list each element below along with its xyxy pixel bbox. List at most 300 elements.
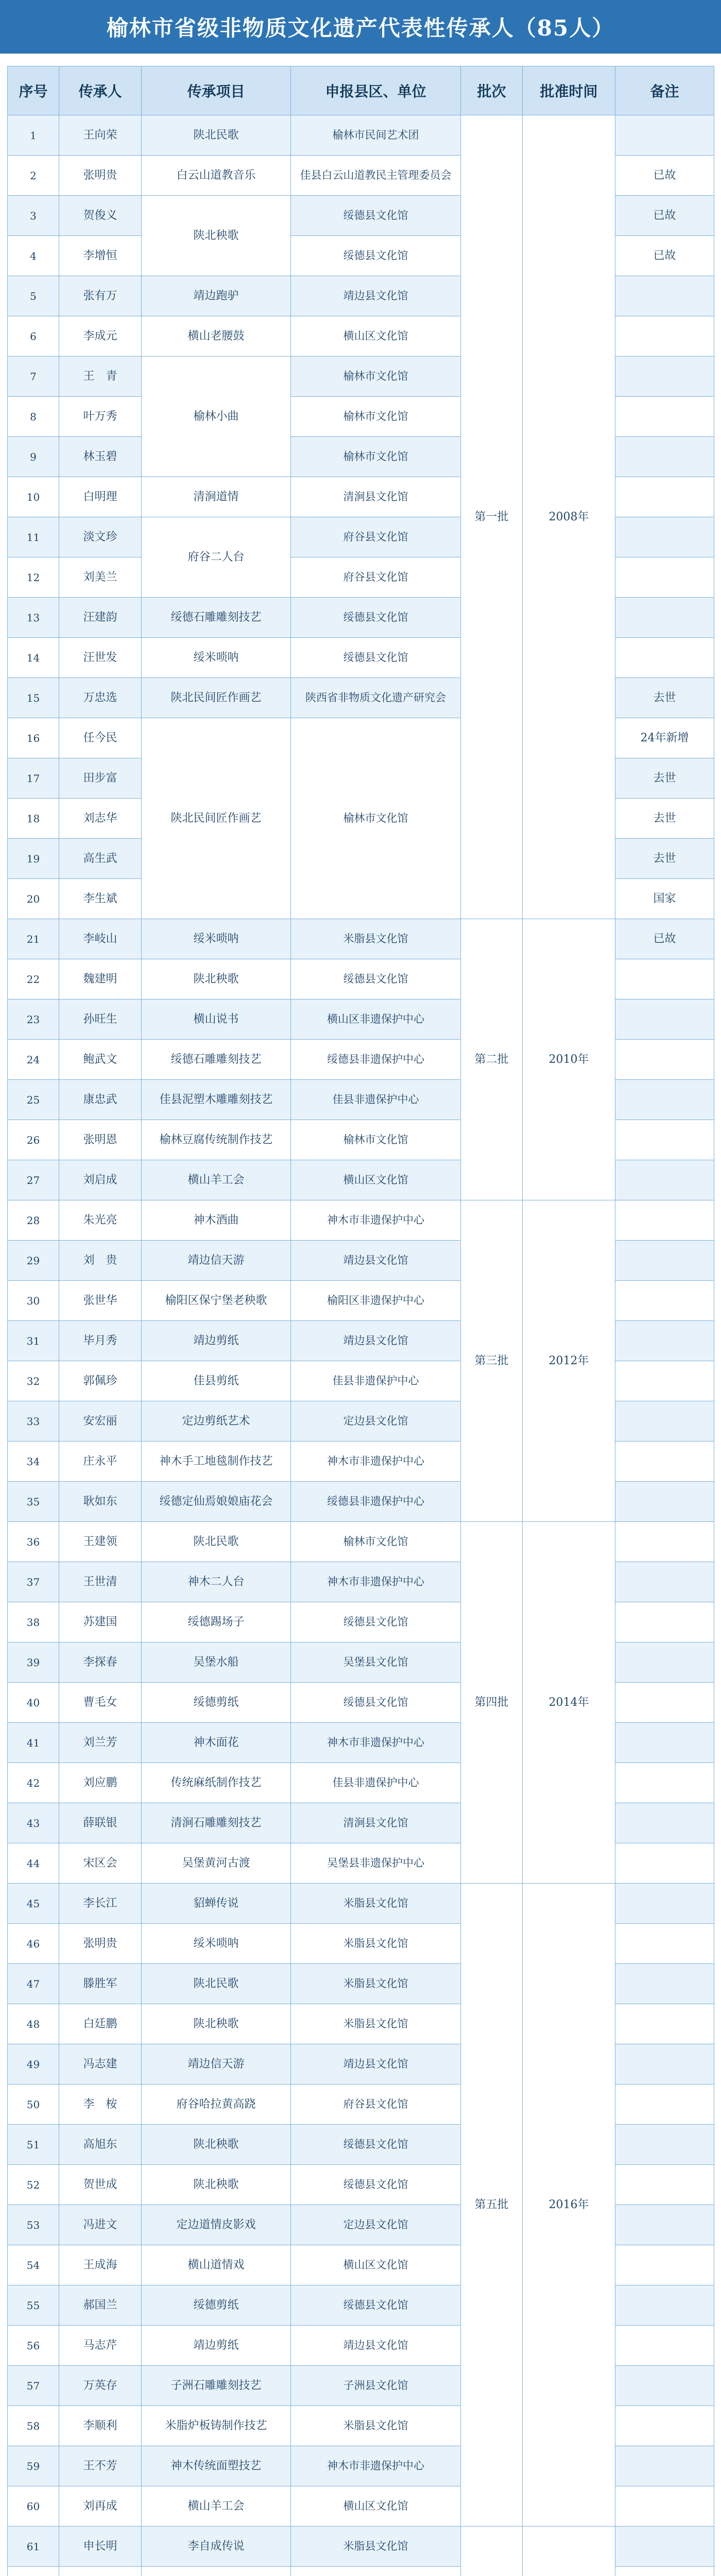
unit-cell: 绥德县文化馆 — [291, 196, 461, 236]
unit-cell: 靖边县文化馆 — [291, 2326, 461, 2366]
project-cell: 清涧石雕雕刻技艺 — [142, 1803, 291, 1843]
unit-cell: 定边县文化馆 — [291, 2205, 461, 2245]
inheritor-name-cell: 高旭东 — [59, 2125, 142, 2165]
remark-cell — [615, 2406, 714, 2446]
inheritor-name-cell: 毕月秀 — [59, 1321, 142, 1361]
unit-cell: 米脂县文化馆 — [291, 2004, 461, 2044]
remark-cell — [615, 557, 714, 598]
approval-year-cell: 2014年 — [523, 1522, 615, 1884]
approval-year-cell: 2012年 — [523, 1200, 615, 1522]
inheritor-name-cell: 万英存 — [59, 2366, 142, 2406]
remark-cell — [615, 2326, 714, 2366]
approval-year-cell: 2016年 — [523, 1884, 615, 2527]
serial-number-cell: 61 — [8, 2527, 59, 2567]
remark-cell — [615, 477, 714, 517]
remark-cell: 去世 — [615, 678, 714, 718]
inheritor-name-cell: 张明贵 — [59, 156, 142, 196]
table-row — [8, 2527, 714, 2567]
unit-cell: 绥德县文化馆 — [291, 2285, 461, 2326]
serial-number-cell: 58 — [8, 2406, 59, 2446]
serial-number-cell: 37 — [8, 1562, 59, 1602]
serial-number-cell: 8 — [8, 397, 59, 437]
unit-cell: 神木市非遗保护中心 — [291, 1442, 461, 1482]
remark-cell — [615, 2245, 714, 2285]
inheritor-name-cell: 张明恩 — [59, 1120, 142, 1160]
project-cell: 绥德剪纸 — [142, 1683, 291, 1723]
project-cell: 靖边跑驴 — [142, 276, 291, 316]
serial-number-cell: 33 — [8, 1401, 59, 1442]
unit-cell: 府谷县文化馆 — [291, 2084, 461, 2125]
serial-number-cell: 35 — [8, 1482, 59, 1522]
inheritor-name-cell: 苏建国 — [59, 1602, 142, 1642]
serial-number-cell: 4 — [8, 236, 59, 276]
remark-cell — [615, 1562, 714, 1602]
table-row — [8, 919, 714, 959]
remark-cell — [615, 2125, 714, 2165]
unit-cell: 佳县非遗保护中心 — [291, 1080, 461, 1120]
inheritor-name-cell: 刘志华 — [59, 799, 142, 839]
unit-cell: 绥德县文化馆 — [291, 959, 461, 999]
remark-cell — [615, 1200, 714, 1241]
inheritor-name-cell: 张明贵 — [59, 1924, 142, 1964]
serial-number-cell: 9 — [8, 437, 59, 477]
inheritor-name-cell: 白明理 — [59, 477, 142, 517]
remark-cell — [615, 2205, 714, 2245]
project-cell: 靖边信天游 — [142, 1241, 291, 1281]
inheritors-table — [7, 66, 714, 2576]
project-cell: 陕北秧歌 — [142, 959, 291, 999]
inheritor-name-cell: 庄永平 — [59, 1442, 142, 1482]
serial-number-cell: 3 — [8, 196, 59, 236]
batch-cell: 第一批 — [461, 115, 523, 919]
serial-number-cell: 59 — [8, 2446, 59, 2486]
inheritor-name-cell: 王向荣 — [59, 115, 142, 156]
inheritor-name-cell: 王世清 — [59, 1562, 142, 1602]
serial-number-cell: 50 — [8, 2084, 59, 2125]
inheritor-name-cell: 李 桉 — [59, 2084, 142, 2125]
project-cell: 绥德石雕雕刻技艺 — [142, 1040, 291, 1080]
project-cell: 定边道情皮影戏 — [142, 2205, 291, 2245]
unit-cell: 米脂县文化馆 — [291, 1924, 461, 1964]
unit-cell: 靖边县文化馆 — [291, 2044, 461, 2084]
serial-number-cell: 10 — [8, 477, 59, 517]
inheritor-name-cell: 刘启成 — [59, 1160, 142, 1200]
inheritor-name-cell: 康忠武 — [59, 1080, 142, 1120]
inheritor-name-cell: 李生斌 — [59, 879, 142, 919]
project-cell: 横山羊工会 — [142, 2486, 291, 2527]
inheritor-name-cell: 孙旺生 — [59, 999, 142, 1040]
serial-number-cell: 26 — [8, 1120, 59, 1160]
project-cell: 佳县泥塑木雕雕刻技艺 — [142, 1080, 291, 1120]
approval-year-cell: 2008年 — [523, 115, 615, 919]
project-cell: 定边剪纸艺术 — [142, 1401, 291, 1442]
inheritor-name-cell: 薛联银 — [59, 1803, 142, 1843]
header-cell: 批次 — [461, 66, 523, 115]
unit-cell: 榆林市民间艺术团 — [291, 115, 461, 156]
project-cell: 白云山道教音乐 — [142, 156, 291, 196]
project-cell: 李自成传说 — [142, 2527, 291, 2567]
table-row — [8, 1522, 714, 1562]
inheritor-name-cell: 王建领 — [59, 1522, 142, 1562]
unit-cell: 榆林市文化馆 — [291, 397, 461, 437]
inheritor-name-cell: 张有万 — [59, 276, 142, 316]
header-cell: 申报县区、单位 — [291, 66, 461, 115]
serial-number-cell: 13 — [8, 598, 59, 638]
serial-number-cell: 55 — [8, 2285, 59, 2326]
inheritor-name-cell: 李探春 — [59, 1642, 142, 1683]
approval-year-cell — [523, 2527, 615, 2576]
inheritor-name-cell: 刘 贵 — [59, 1241, 142, 1281]
unit-cell: 子洲县文化馆 — [291, 2366, 461, 2406]
unit-cell: 横山区文化馆 — [291, 2245, 461, 2285]
batch-cell: 第三批 — [461, 1200, 523, 1522]
unit-cell: 靖边县文化馆 — [291, 276, 461, 316]
serial-number-cell: 20 — [8, 879, 59, 919]
table-body — [8, 115, 714, 2576]
inheritor-name-cell — [59, 2567, 142, 2576]
table-header-row — [8, 66, 714, 115]
project-cell: 绥米唢呐 — [142, 1924, 291, 1964]
serial-number-cell: 5 — [8, 276, 59, 316]
unit-cell: 米脂县文化馆 — [291, 919, 461, 959]
serial-number-cell: 44 — [8, 1843, 59, 1884]
inheritor-name-cell: 王不芳 — [59, 2446, 142, 2486]
unit-cell — [291, 2567, 461, 2576]
serial-number-cell: 46 — [8, 1924, 59, 1964]
serial-number-cell: 39 — [8, 1642, 59, 1683]
remark-cell — [615, 1120, 714, 1160]
project-cell: 绥米唢呐 — [142, 919, 291, 959]
unit-cell: 靖边县文化馆 — [291, 1321, 461, 1361]
project-cell: 榆林豆腐传统制作技艺 — [142, 1120, 291, 1160]
remark-cell — [615, 1241, 714, 1281]
unit-cell: 神木市非遗保护中心 — [291, 1723, 461, 1763]
serial-number-cell: 47 — [8, 1964, 59, 2004]
serial-number-cell: 54 — [8, 2245, 59, 2285]
project-cell: 陕北民歌 — [142, 115, 291, 156]
batch-cell: 第二批 — [461, 919, 523, 1200]
unit-cell: 榆林市文化馆 — [291, 357, 461, 397]
project-cell: 神木二人台 — [142, 1562, 291, 1602]
serial-number-cell: 12 — [8, 557, 59, 598]
remark-cell — [615, 437, 714, 477]
header-cell: 传承项目 — [142, 66, 291, 115]
unit-cell: 横山区非遗保护中心 — [291, 999, 461, 1040]
project-cell: 绥德剪纸 — [142, 2285, 291, 2326]
inheritor-name-cell: 滕胜军 — [59, 1964, 142, 2004]
remark-cell — [615, 598, 714, 638]
serial-number-cell: 25 — [8, 1080, 59, 1120]
project-cell: 神木传统面塑技艺 — [142, 2446, 291, 2486]
project-cell: 绥米唢呐 — [142, 638, 291, 678]
remark-cell: 去世 — [615, 758, 714, 799]
unit-cell: 靖边县文化馆 — [291, 1241, 461, 1281]
remark-cell — [615, 397, 714, 437]
project-cell: 神木手工地毯制作技艺 — [142, 1442, 291, 1482]
serial-number-cell: 43 — [8, 1803, 59, 1843]
inheritor-name-cell: 王成海 — [59, 2245, 142, 2285]
remark-cell — [615, 959, 714, 999]
inheritor-name-cell: 李增恒 — [59, 236, 142, 276]
inheritor-name-cell: 汪建韵 — [59, 598, 142, 638]
remark-cell: 已故 — [615, 196, 714, 236]
serial-number-cell: 18 — [8, 799, 59, 839]
project-cell: 米脂炉板铸制作技艺 — [142, 2406, 291, 2446]
serial-number-cell: 41 — [8, 1723, 59, 1763]
remark-cell: 已故 — [615, 236, 714, 276]
remark-cell — [615, 2567, 714, 2576]
serial-number-cell: 31 — [8, 1321, 59, 1361]
project-cell: 横山羊工会 — [142, 1160, 291, 1200]
table-row — [8, 1884, 714, 1924]
unit-cell: 绥德县非遗保护中心 — [291, 1040, 461, 1080]
inheritor-name-cell: 马志芹 — [59, 2326, 142, 2366]
serial-number-cell: 53 — [8, 2205, 59, 2245]
remark-cell — [615, 1442, 714, 1482]
remark-cell — [615, 1482, 714, 1522]
serial-number-cell: 22 — [8, 959, 59, 999]
project-cell: 绥德定仙焉娘娘庙花会 — [142, 1482, 291, 1522]
project-cell: 陕北秧歌 — [142, 2125, 291, 2165]
unit-cell: 榆林市文化馆 — [291, 437, 461, 477]
remark-cell — [615, 2285, 714, 2326]
serial-number-cell: 7 — [8, 357, 59, 397]
project-cell: 榆林小曲 — [142, 357, 291, 477]
serial-number-cell: 28 — [8, 1200, 59, 1241]
remark-cell — [615, 1160, 714, 1200]
serial-number-cell: 29 — [8, 1241, 59, 1281]
remark-cell — [615, 1281, 714, 1321]
table-row — [8, 115, 714, 156]
remark-cell — [615, 357, 714, 397]
table-row — [8, 1200, 714, 1241]
inheritor-name-cell: 安宏丽 — [59, 1401, 142, 1442]
inheritor-name-cell: 刘兰芳 — [59, 1723, 142, 1763]
batch-cell: 第五批 — [461, 1884, 523, 2527]
inheritor-name-cell: 刘美兰 — [59, 557, 142, 598]
serial-number-cell: 27 — [8, 1160, 59, 1200]
serial-number-cell: 42 — [8, 1763, 59, 1803]
serial-number-cell: 60 — [8, 2486, 59, 2527]
inheritor-name-cell: 田步富 — [59, 758, 142, 799]
header-cell: 传承人 — [59, 66, 142, 115]
serial-number-cell: 11 — [8, 517, 59, 557]
remark-cell — [615, 2366, 714, 2406]
project-cell: 吴堡黄河古渡 — [142, 1843, 291, 1884]
remark-cell — [615, 1924, 714, 1964]
inheritor-name-cell: 白廷鹏 — [59, 2004, 142, 2044]
project-cell: 横山说书 — [142, 999, 291, 1040]
inheritor-name-cell: 高生武 — [59, 839, 142, 879]
unit-cell: 绥德县非遗保护中心 — [291, 1482, 461, 1522]
remark-cell — [615, 1040, 714, 1080]
unit-cell: 绥德县文化馆 — [291, 1683, 461, 1723]
unit-cell: 米脂县文化馆 — [291, 1964, 461, 2004]
serial-number-cell: 40 — [8, 1683, 59, 1723]
inheritor-name-cell: 刘应鹏 — [59, 1763, 142, 1803]
inheritor-name-cell: 李岐山 — [59, 919, 142, 959]
project-cell: 传统麻纸制作技艺 — [142, 1763, 291, 1803]
unit-cell: 吴堡县非遗保护中心 — [291, 1843, 461, 1884]
inheritor-name-cell: 李成元 — [59, 316, 142, 357]
unit-cell: 榆林市文化馆 — [291, 1120, 461, 1160]
unit-cell: 神木市非遗保护中心 — [291, 2446, 461, 2486]
project-cell: 陕北秧歌 — [142, 2004, 291, 2044]
project-cell: 府谷二人台 — [142, 517, 291, 598]
remark-cell — [615, 1321, 714, 1361]
remark-cell — [615, 1080, 714, 1120]
serial-number-cell: 32 — [8, 1361, 59, 1401]
project-cell: 子洲石雕雕刻技艺 — [142, 2366, 291, 2406]
unit-cell: 绥德县文化馆 — [291, 2125, 461, 2165]
unit-cell: 榆林市文化馆 — [291, 718, 461, 919]
remark-cell — [615, 1964, 714, 2004]
inheritor-name-cell: 冯进文 — [59, 2205, 142, 2245]
unit-cell: 吴堡县文化馆 — [291, 1642, 461, 1683]
unit-cell: 清涧县文化馆 — [291, 477, 461, 517]
project-cell — [142, 2567, 291, 2576]
unit-cell: 佳县非遗保护中心 — [291, 1361, 461, 1401]
serial-number-cell: 14 — [8, 638, 59, 678]
serial-number-cell: 2 — [8, 156, 59, 196]
inheritor-name-cell: 叶万秀 — [59, 397, 142, 437]
unit-cell: 清涧县文化馆 — [291, 1803, 461, 1843]
remark-cell — [615, 2165, 714, 2205]
project-cell: 横山道情戏 — [142, 2245, 291, 2285]
unit-cell: 绥德县文化馆 — [291, 1602, 461, 1642]
remark-cell: 去世 — [615, 839, 714, 879]
serial-number-cell: 1 — [8, 115, 59, 156]
remark-cell: 已故 — [615, 919, 714, 959]
remark-cell — [615, 1602, 714, 1642]
serial-number-cell: 56 — [8, 2326, 59, 2366]
project-cell: 靖边剪纸 — [142, 2326, 291, 2366]
inheritor-name-cell: 任今民 — [59, 718, 142, 758]
unit-cell: 绥德县文化馆 — [291, 598, 461, 638]
serial-number-cell: 57 — [8, 2366, 59, 2406]
remark-cell — [615, 1522, 714, 1562]
serial-number-cell: 38 — [8, 1602, 59, 1642]
remark-cell — [615, 115, 714, 156]
approval-year-cell: 2010年 — [523, 919, 615, 1200]
remark-cell — [615, 1401, 714, 1442]
serial-number-cell: 36 — [8, 1522, 59, 1562]
remark-cell — [615, 1763, 714, 1803]
batch-cell — [461, 2527, 523, 2576]
unit-cell: 米脂县文化馆 — [291, 2527, 461, 2567]
inheritor-name-cell: 万忠选 — [59, 678, 142, 718]
page-title: 榆林市省级非物质文化遗产代表性传承人（85人） — [0, 0, 721, 54]
serial-number-cell: 16 — [8, 718, 59, 758]
inheritor-name-cell: 曹毛女 — [59, 1683, 142, 1723]
inheritor-name-cell: 耿如东 — [59, 1482, 142, 1522]
remark-cell — [615, 2004, 714, 2044]
project-cell: 佳县剪纸 — [142, 1361, 291, 1401]
inheritor-name-cell: 张世华 — [59, 1281, 142, 1321]
inheritor-name-cell: 冯志建 — [59, 2044, 142, 2084]
unit-cell: 横山区文化馆 — [291, 1160, 461, 1200]
remark-cell — [615, 2084, 714, 2125]
serial-number-cell: 45 — [8, 1884, 59, 1924]
remark-cell — [615, 1361, 714, 1401]
remark-cell: 24年新增 — [615, 718, 714, 758]
remark-cell: 去世 — [615, 799, 714, 839]
remark-cell: 国家 — [615, 879, 714, 919]
unit-cell: 定边县文化馆 — [291, 1401, 461, 1442]
unit-cell: 府谷县文化馆 — [291, 517, 461, 557]
inheritor-name-cell: 朱光亮 — [59, 1200, 142, 1241]
project-cell: 陕北秧歌 — [142, 196, 291, 276]
unit-cell: 绥德县文化馆 — [291, 638, 461, 678]
inheritor-name-cell: 郝国兰 — [59, 2285, 142, 2326]
inheritor-name-cell: 刘再成 — [59, 2486, 142, 2527]
project-cell: 陕北民歌 — [142, 1522, 291, 1562]
inheritor-name-cell: 申长明 — [59, 2527, 142, 2567]
serial-number-cell: 51 — [8, 2125, 59, 2165]
remark-cell — [615, 1642, 714, 1683]
inheritor-name-cell: 郭佩珍 — [59, 1361, 142, 1401]
project-cell: 貂蝉传说 — [142, 1884, 291, 1924]
header-cell: 备注 — [615, 66, 714, 115]
project-cell: 陕北秧歌 — [142, 2165, 291, 2205]
project-cell: 府谷哈拉黄高跷 — [142, 2084, 291, 2125]
serial-number-cell — [8, 2567, 59, 2576]
inheritor-name-cell: 贺俊义 — [59, 196, 142, 236]
header-cell: 批准时间 — [523, 66, 615, 115]
unit-cell: 府谷县文化馆 — [291, 557, 461, 598]
unit-cell: 神木市非遗保护中心 — [291, 1200, 461, 1241]
project-cell: 吴堡水船 — [142, 1642, 291, 1683]
remark-cell — [615, 1723, 714, 1763]
remark-cell — [615, 638, 714, 678]
unit-cell: 榆阳区非遗保护中心 — [291, 1281, 461, 1321]
serial-number-cell: 34 — [8, 1442, 59, 1482]
serial-number-cell: 30 — [8, 1281, 59, 1321]
remark-cell — [615, 1803, 714, 1843]
inheritor-name-cell: 鲍武文 — [59, 1040, 142, 1080]
remark-cell — [615, 999, 714, 1040]
unit-cell: 绥德县文化馆 — [291, 236, 461, 276]
unit-cell: 陕西省非物质文化遗产研究会 — [291, 678, 461, 718]
serial-number-cell: 24 — [8, 1040, 59, 1080]
header-cell: 序号 — [8, 66, 59, 115]
remark-cell — [615, 1884, 714, 1924]
project-cell: 清涧道情 — [142, 477, 291, 517]
unit-cell: 横山区文化馆 — [291, 2486, 461, 2527]
remark-cell: 已故 — [615, 156, 714, 196]
inheritor-name-cell: 宋区会 — [59, 1843, 142, 1884]
serial-number-cell: 48 — [8, 2004, 59, 2044]
inheritor-name-cell: 淡文珍 — [59, 517, 142, 557]
batch-cell: 第四批 — [461, 1522, 523, 1884]
remark-cell — [615, 1843, 714, 1884]
project-cell: 绥德石雕雕刻技艺 — [142, 598, 291, 638]
serial-number-cell: 17 — [8, 758, 59, 799]
project-cell: 陕北民间匠作画艺 — [142, 718, 291, 919]
remark-cell — [615, 1683, 714, 1723]
remark-cell — [615, 2527, 714, 2567]
inheritor-name-cell: 贺世成 — [59, 2165, 142, 2205]
unit-cell: 横山区文化馆 — [291, 316, 461, 357]
inheritor-name-cell: 王 青 — [59, 357, 142, 397]
serial-number-cell: 15 — [8, 678, 59, 718]
inheritor-name-cell: 魏建明 — [59, 959, 142, 999]
remark-cell — [615, 2486, 714, 2527]
remark-cell — [615, 517, 714, 557]
remark-cell — [615, 2446, 714, 2486]
project-cell: 绥德踢场子 — [142, 1602, 291, 1642]
serial-number-cell: 52 — [8, 2165, 59, 2205]
